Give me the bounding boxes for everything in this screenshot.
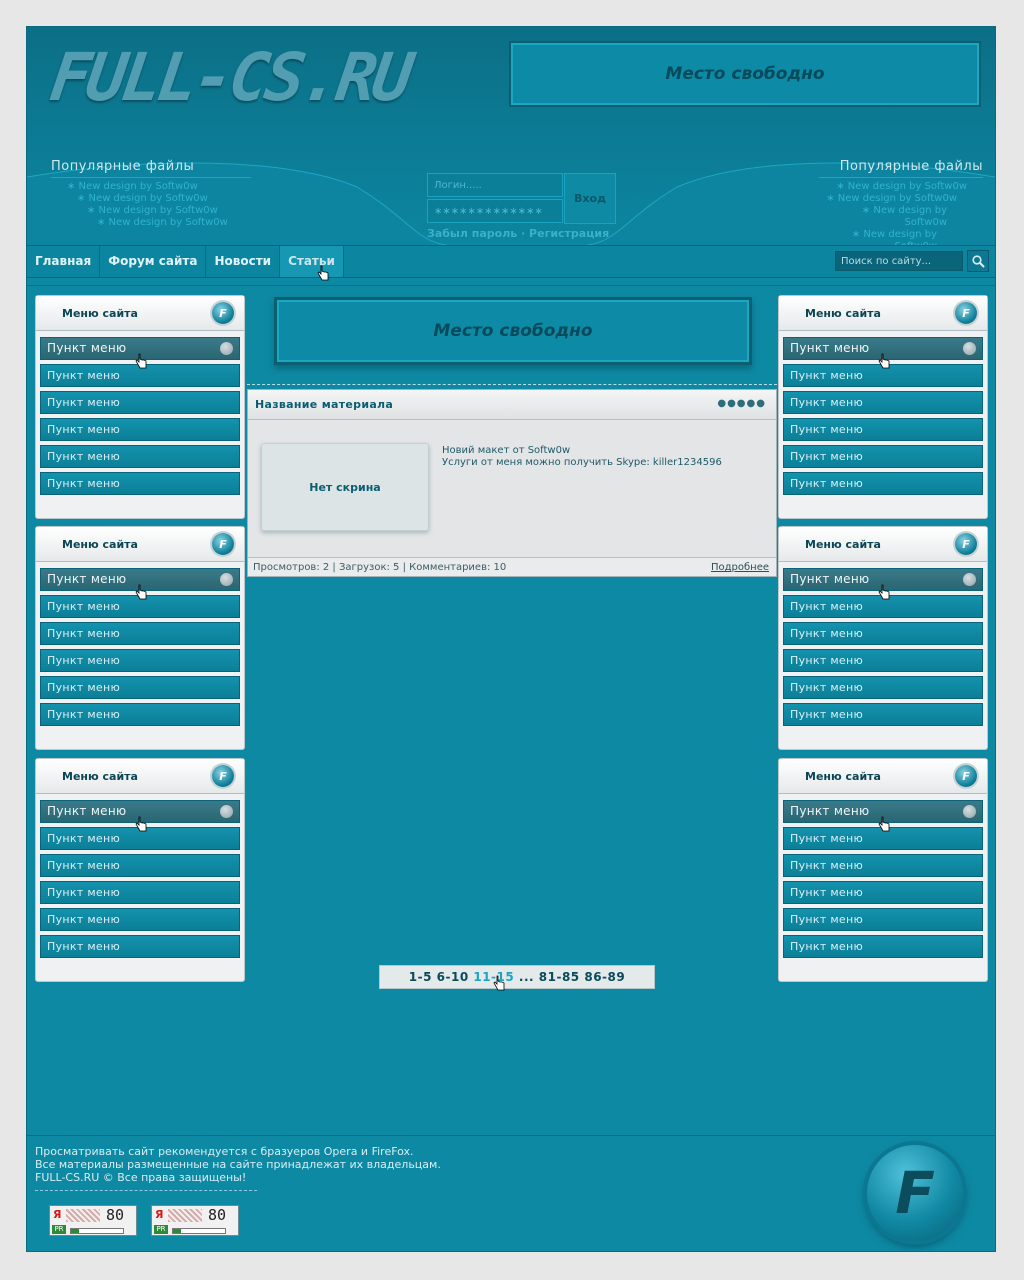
menu-item[interactable]: Пункт меню bbox=[40, 676, 240, 699]
footer-line: Просматривать сайт рекомендуется с бразуеров Opera и FireFox. bbox=[35, 1145, 414, 1158]
logo-badge-icon: F bbox=[212, 533, 234, 555]
menu-item[interactable]: Пункт меню bbox=[40, 337, 240, 360]
block-header bbox=[36, 296, 244, 331]
login-input[interactable]: Логин..... bbox=[427, 173, 563, 197]
menu-item[interactable]: Пункт меню bbox=[40, 391, 240, 414]
pr-badge: PR bbox=[52, 1225, 66, 1234]
menu-item[interactable]: Пункт меню bbox=[40, 364, 240, 387]
logo-badge-icon: F bbox=[955, 765, 977, 787]
nav-news[interactable]: Новости bbox=[206, 246, 280, 277]
screenshot-placeholder[interactable]: Нет скрина bbox=[261, 443, 429, 531]
yandex-counter[interactable] bbox=[49, 1205, 137, 1236]
pr-bar bbox=[70, 1228, 124, 1234]
block-header bbox=[36, 759, 244, 794]
block-header bbox=[779, 759, 987, 794]
sidebar-menu-block bbox=[36, 759, 244, 981]
yandex-counter[interactable] bbox=[151, 1205, 239, 1236]
counter-pattern bbox=[66, 1209, 100, 1222]
menu-item[interactable]: Пункт меню bbox=[40, 622, 240, 645]
hand-cursor-icon bbox=[878, 353, 890, 369]
dashed-divider bbox=[247, 384, 777, 385]
menu-item[interactable]: Пункт меню bbox=[783, 908, 983, 931]
menu-item[interactable]: Пункт меню bbox=[40, 908, 240, 931]
password-input[interactable]: ∗∗∗∗∗∗∗∗∗∗∗∗∗ bbox=[427, 199, 563, 223]
yandex-icon: Я bbox=[53, 1208, 62, 1221]
menu-item[interactable]: Пункт меню bbox=[783, 568, 983, 591]
entry-text-line: Новий макет от Softw0w bbox=[442, 445, 571, 456]
entry-description bbox=[442, 445, 722, 469]
login-form bbox=[427, 173, 617, 243]
menu-item[interactable]: Пункт меню bbox=[40, 595, 240, 618]
pr-bar bbox=[172, 1228, 226, 1234]
block-header bbox=[779, 527, 987, 562]
popular-file-link[interactable]: ∗ New design by Softw0w bbox=[861, 205, 947, 228]
header bbox=[27, 27, 995, 245]
menu-item[interactable]: Пункт меню bbox=[783, 472, 983, 495]
site-container bbox=[26, 26, 996, 1252]
entry-stats: Просмотров: 2 | Загрузок: 5 | Комментариев: 10 bbox=[253, 562, 507, 573]
menu-item[interactable]: Пункт меню bbox=[40, 568, 240, 591]
popular-file-link[interactable]: ∗ New design by Softw0w bbox=[87, 205, 218, 216]
logo-badge-icon: F bbox=[955, 302, 977, 324]
pr-badge: PR bbox=[154, 1225, 168, 1234]
menu-item[interactable]: Пункт меню bbox=[783, 391, 983, 414]
menu-item[interactable]: Пункт меню bbox=[783, 881, 983, 904]
footer-dashed-divider bbox=[35, 1190, 257, 1191]
menu-item[interactable]: Пункт меню bbox=[40, 935, 240, 958]
hand-cursor-icon bbox=[493, 975, 505, 991]
nav-divider bbox=[27, 285, 995, 286]
menu-item[interactable]: Пункт меню bbox=[783, 703, 983, 726]
menu-item[interactable]: Пункт меню bbox=[40, 827, 240, 850]
logo-badge-icon: F bbox=[212, 302, 234, 324]
menu-item[interactable]: Пункт меню bbox=[40, 881, 240, 904]
entry-title[interactable]: Название материала bbox=[255, 398, 394, 411]
popular-files-title: Популярные файлы bbox=[51, 159, 251, 178]
counter-value: 80 bbox=[106, 1206, 125, 1224]
nav-home[interactable]: Главная bbox=[27, 246, 100, 277]
sidebar-menu-block bbox=[779, 759, 987, 981]
popular-files-left bbox=[51, 159, 251, 229]
menu-item[interactable]: Пункт меню bbox=[783, 337, 983, 360]
menu-item[interactable]: Пункт меню bbox=[40, 854, 240, 877]
logo-badge-icon: F bbox=[955, 533, 977, 555]
sidebar-menu-block bbox=[779, 296, 987, 518]
popular-files-right bbox=[819, 159, 983, 253]
search-input[interactable]: Поиск по сайту... bbox=[835, 251, 963, 271]
search-button[interactable] bbox=[967, 250, 989, 272]
block-header bbox=[779, 296, 987, 331]
menu-item[interactable]: Пункт меню bbox=[783, 676, 983, 699]
entry-footer bbox=[248, 557, 776, 576]
menu-item[interactable]: Пункт меню bbox=[783, 800, 983, 823]
block-title: Меню сайта bbox=[62, 538, 138, 551]
block-header bbox=[36, 527, 244, 562]
footer-text bbox=[35, 1145, 441, 1184]
menu-item[interactable]: Пункт меню bbox=[783, 854, 983, 877]
menu-item[interactable]: Пункт меню bbox=[40, 649, 240, 672]
footer-line: FULL-CS.RU © Все права защищены! bbox=[35, 1171, 247, 1184]
forgot-register-links[interactable]: Забыл пароль · Регистрация bbox=[427, 227, 610, 240]
hand-cursor-icon bbox=[878, 584, 890, 600]
popular-file-link[interactable]: ∗ New design by Softw0w bbox=[826, 193, 957, 204]
block-title: Меню сайта bbox=[805, 538, 881, 551]
magnifier-icon bbox=[972, 255, 985, 268]
menu-item[interactable]: Пункт меню bbox=[783, 827, 983, 850]
nav-forum[interactable]: Форум сайта bbox=[100, 246, 206, 277]
pager-current[interactable]: 11-15 bbox=[473, 970, 515, 984]
menu-item[interactable]: Пункт меню bbox=[40, 418, 240, 441]
menu-item[interactable]: Пункт меню bbox=[783, 418, 983, 441]
counter-value: 80 bbox=[208, 1206, 227, 1224]
hand-cursor-icon bbox=[317, 265, 329, 281]
popular-files-title: Популярные файлы bbox=[819, 159, 983, 178]
sidebar-menu-block bbox=[779, 527, 987, 749]
menu-item[interactable]: Пункт меню bbox=[40, 472, 240, 495]
hand-cursor-icon bbox=[135, 584, 147, 600]
menu-item[interactable]: Пункт меню bbox=[783, 364, 983, 387]
sidebar-menu-block bbox=[36, 296, 244, 518]
ad-banner-top[interactable]: Место свободно bbox=[509, 41, 981, 107]
block-title: Меню сайта bbox=[805, 770, 881, 783]
nav-articles[interactable]: Статьи bbox=[280, 246, 344, 277]
menu-item[interactable]: Пункт меню bbox=[783, 622, 983, 645]
more-link[interactable]: Подробнее bbox=[710, 562, 769, 573]
block-title: Меню сайта bbox=[805, 307, 881, 320]
hand-cursor-icon bbox=[135, 816, 147, 832]
pagination bbox=[379, 965, 655, 989]
yandex-icon: Я bbox=[155, 1208, 164, 1221]
ad-banner-center[interactable]: Место свободно bbox=[274, 297, 752, 365]
site-logo[interactable]: FULL-CS.RU bbox=[45, 39, 414, 116]
popular-file-link[interactable]: ∗ New design by Softw0w bbox=[836, 181, 967, 192]
pager-links-after[interactable]: ... 81-85 86-89 bbox=[514, 970, 626, 984]
popular-file-link[interactable]: ∗ New design by Softw0w bbox=[67, 181, 198, 192]
hand-cursor-icon bbox=[135, 353, 147, 369]
material-entry bbox=[247, 389, 777, 577]
menu-item[interactable]: Пункт меню bbox=[40, 703, 240, 726]
menu-item[interactable]: Пункт меню bbox=[40, 445, 240, 468]
popular-file-link[interactable]: ∗ New design by bbox=[851, 229, 937, 240]
menu-item[interactable]: Пункт меню bbox=[783, 935, 983, 958]
sidebar-menu-block bbox=[36, 527, 244, 749]
menu-item[interactable]: Пункт меню bbox=[783, 445, 983, 468]
counter-pattern bbox=[168, 1209, 202, 1222]
footer-line: Все материалы размещенные на сайте принадлежат их владельцам. bbox=[35, 1158, 441, 1171]
popular-file-link[interactable]: ∗ New design by Softw0w bbox=[77, 193, 208, 204]
menu-item[interactable]: Пункт меню bbox=[783, 649, 983, 672]
login-button[interactable]: Вход bbox=[564, 173, 616, 224]
block-title: Меню сайта bbox=[62, 307, 138, 320]
pager-links-before[interactable]: 1-5 6-10 bbox=[408, 970, 474, 984]
popular-file-link[interactable]: ∗ New design by Softw0w bbox=[97, 217, 228, 228]
menu-item[interactable]: Пункт меню bbox=[783, 595, 983, 618]
block-title: Меню сайта bbox=[62, 770, 138, 783]
entry-text-line: Услуги от меня можно получить Skype: killer1234596 bbox=[442, 457, 722, 468]
main-nav bbox=[27, 245, 995, 278]
menu-item[interactable]: Пункт меню bbox=[40, 800, 240, 823]
footer-divider bbox=[27, 1135, 995, 1136]
footer-logo-icon: F bbox=[867, 1145, 963, 1241]
hand-cursor-icon bbox=[878, 816, 890, 832]
rating-dots: ●●●●● bbox=[717, 398, 766, 409]
logo-badge-icon: F bbox=[212, 765, 234, 787]
entry-header bbox=[248, 390, 776, 420]
